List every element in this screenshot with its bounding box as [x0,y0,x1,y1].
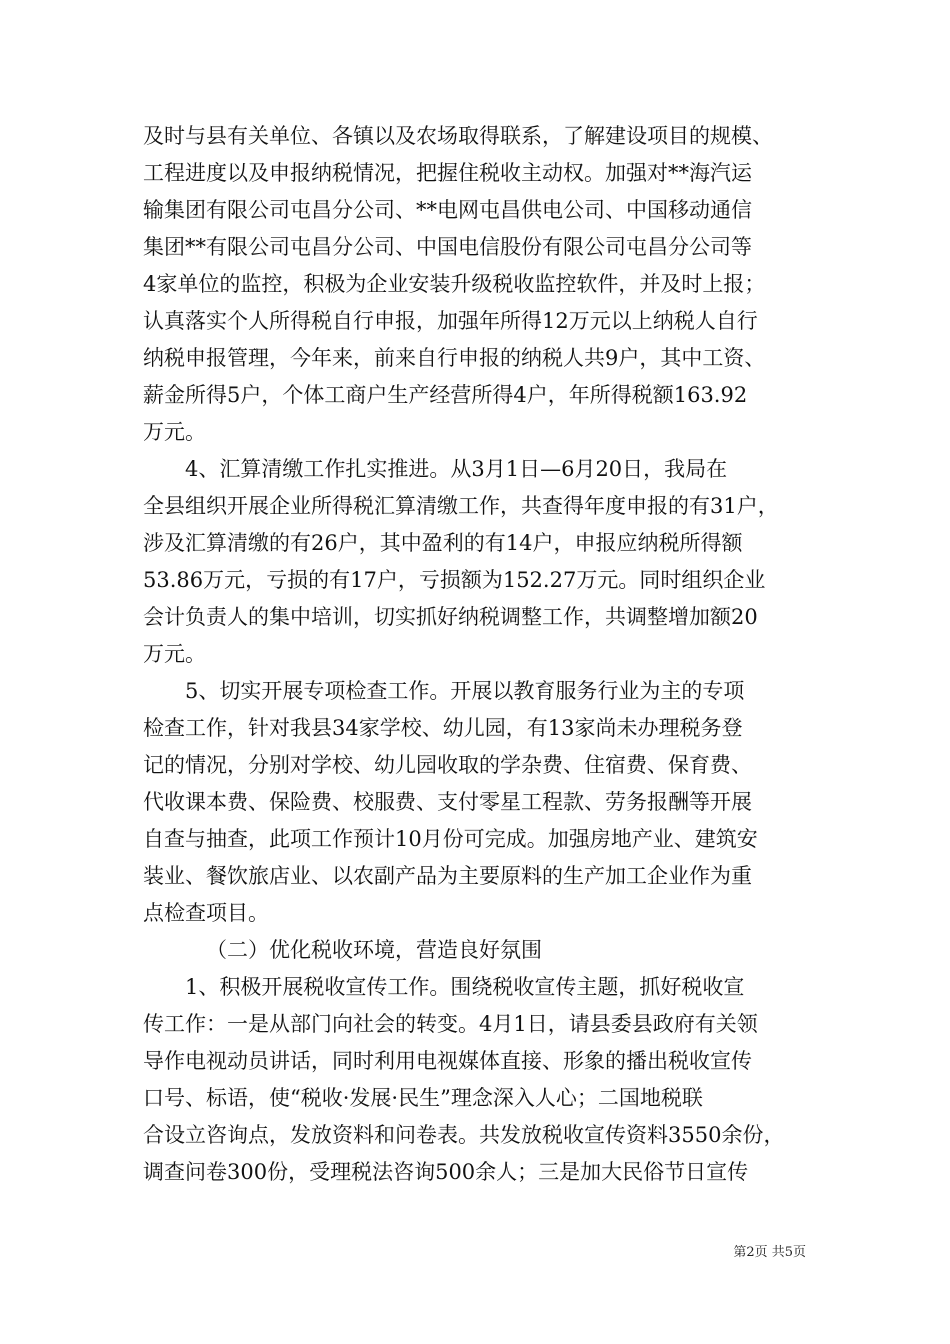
text-line: 传工作：一是从部门向社会的转变。4月1日，请县委县政府有关领 [143,1012,758,1036]
text-line: 会计负责人的集中培训，切实抓好纳税调整工作，共调整增加额20 [143,605,758,629]
text-line: 口号、标语，使“税收·发展·民生”理念深入人心；二国地税联 [143,1086,703,1110]
text-line: 合设立咨询点，发放资料和问卷表。共发放税收宣传资料3550余份， [143,1123,785,1147]
text-line: 及时与县有关单位、各镇以及农场取得联系，了解建设项目的规模、 [143,124,773,148]
text-line: 检查工作，针对我县34家学校、幼儿园，有13家尚未办理税务登 [143,716,743,740]
text-line: 万元。 [143,420,206,444]
text-line: 涉及汇算清缴的有26户，其中盈利的有14户，申报应纳税所得额 [143,531,743,555]
body-text [143,118,815,1191]
text-line: 装业、餐饮旅店业、以农副产品为主要原料的生产加工企业作为重 [143,864,752,888]
text-line: 53.86万元，亏损的有17户，亏损额为152.27万元。同时组织企业 [143,568,766,592]
text-line: 万元。 [143,642,206,666]
paragraph-start-line: 4、汇算清缴工作扎实推进。从3月1日—6月20日，我局在 [185,457,728,481]
page-number: 第2页 共5页 [733,1245,806,1260]
text-line: 代收课本费、保险费、校服费、支付零星工程款、劳务报酬等开展 [143,790,752,814]
text-line: 点检查项目。 [143,901,269,925]
paragraph-start-line: 5、切实开展专项检查工作。开展以教育服务行业为主的专项 [185,679,745,703]
text-line: 工程进度以及申报纳税情况，把握住税收主动权。加强对**海汽运 [143,161,752,185]
text-line: 认真落实个人所得税自行申报，加强年所得12万元以上纳税人自行 [143,309,758,333]
text-line: 导作电视动员讲话，同时利用电视媒体直接、形象的播出税收宣传 [143,1049,752,1073]
text-line: 集团**有限公司屯昌分公司、中国电信股份有限公司屯昌分公司等 [143,235,752,259]
text-line: 记的情况，分别对学校、幼儿园收取的学杂费、住宿费、保育费、 [143,753,752,777]
text-line: 全县组织开展企业所得税汇算清缴工作，共查得年度申报的有31户， [143,494,779,518]
text-line: 薪金所得5户，个体工商户生产经营所得4户，年所得税额163.92 [143,383,748,407]
text-line: 纳税申报管理，今年来，前来自行申报的纳税人共9户，其中工资、 [143,346,766,370]
text-line: 调查问卷300份，受理税法咨询500余人；三是加大民俗节日宣传 [143,1160,749,1184]
text-line: 自查与抽查，此项工作预计10月份可完成。加强房地产业、建筑安 [143,827,758,851]
text-line: 输集团有限公司屯昌分公司、**电网屯昌供电公司、中国移动通信 [143,198,752,222]
section-heading: （二）优化税收环境，营造良好氛围 [206,938,542,962]
text-line: 4家单位的监控，积极为企业安装升级税收监控软件，并及时上报； [143,272,766,296]
paragraph-start-line: 1、积极开展税收宣传工作。围绕税收宣传主题，抓好税收宣 [185,975,745,999]
